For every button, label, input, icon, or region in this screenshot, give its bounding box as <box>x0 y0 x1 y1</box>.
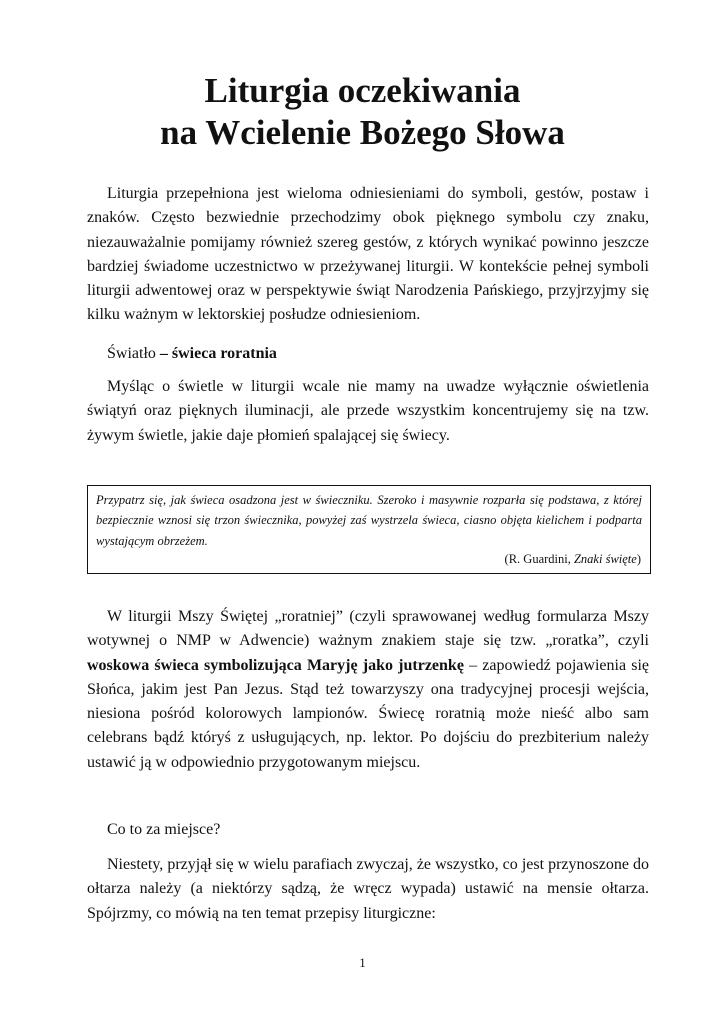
rorate-text-2: – zapowiedź pojawienia się Słońca, jakim jest Pan Jezus. Stąd też towarzyszy ona tradycyjnej procesji wejścia, niesiona pośród kolorowych lampionów. Świecę roratnią może nieść albo sam celebrans bądź któryś z usługujących, np. lektor. Po dojściu do prezbiterium należy ustawić ją w odpowiednio przygotowanym miejscu. <box>87 656 650 771</box>
quote-text: Przypatrz się, jak świeca osadzona jest w świeczniku. Szeroko i masywnie rozparła się podstawa, z której bezpiecznie wznosi się trzon świecznika, powyżej zaś wystrzela świeca, ciasno objęta kielichem i podparta wystającym obrzeżem. <box>96 493 642 548</box>
section-heading-bold: – świeca roratnia <box>159 345 277 362</box>
question-paragraph: Co to za miejsce? <box>107 821 221 838</box>
intro-paragraph: Liturgia przepełniona jest wieloma odniesieniami do symboli, gestów, postaw i znaków. Często bezwiednie przechodzimy obok pięknego symbolu czy znaku, niezauważalnie pomijamy również szereg gestów, z których wynikać powinno jeszcze bardziej świadome uczestnictwo w przeżywanej liturgii. W kontekście pełnej symboli liturgii adwentowej oraz w perspektywie świąt Narodzenia Pańskiego, przyjrzyjmy się kilku ważnym w lektorskiej posłudze odniesieniom. <box>87 185 649 324</box>
quote-source <box>505 550 641 568</box>
quote-source-suffix: ) <box>636 552 641 566</box>
title-line-1: Liturgia oczekiwania <box>204 71 521 110</box>
page-number: 1 <box>359 955 366 970</box>
rorate-bold-text: woskowa świeca symbolizująca Maryję jako jutrzenkę <box>87 656 464 674</box>
section-heading-plain: Światło <box>107 345 160 362</box>
rorate-paragraph <box>87 605 649 775</box>
title-line-2: na Wcielenie Bożego Słowa <box>160 113 565 152</box>
light-paragraph: Myśląc o świetle w liturgii wcale nie mamy na uwadze wyłącznie oświetlenia świątyń oraz pięknych iluminacji, ale przede wszystkim koncentrujemy się na tzw. żywym świetle, jakie daje płomień spalającej się świecy. <box>87 378 649 444</box>
altar-paragraph: Niestety, przyjął się w wielu parafiach zwyczaj, że wszystko, co jest przynoszone do ołtarza należy (a niektórzy sądzą, że wręcz wypada) ustawić na mensie ołtarza. Spójrzmy, co mówią na ten temat przepisy liturgiczne: <box>87 856 649 922</box>
rorate-text-1: W liturgii Mszy Świętej „roratniej” (czyli sprawowanej według formularza Mszy wotywnej o NMP w Adwencie) ważnym znakiem staje się tzw. „roratka”, czyli <box>87 608 649 650</box>
section-heading <box>87 342 649 366</box>
quote-source-title: Znaki święte <box>573 552 637 566</box>
quote-source-prefix: (R. Guardini, <box>504 552 574 566</box>
quote-box <box>87 485 651 574</box>
